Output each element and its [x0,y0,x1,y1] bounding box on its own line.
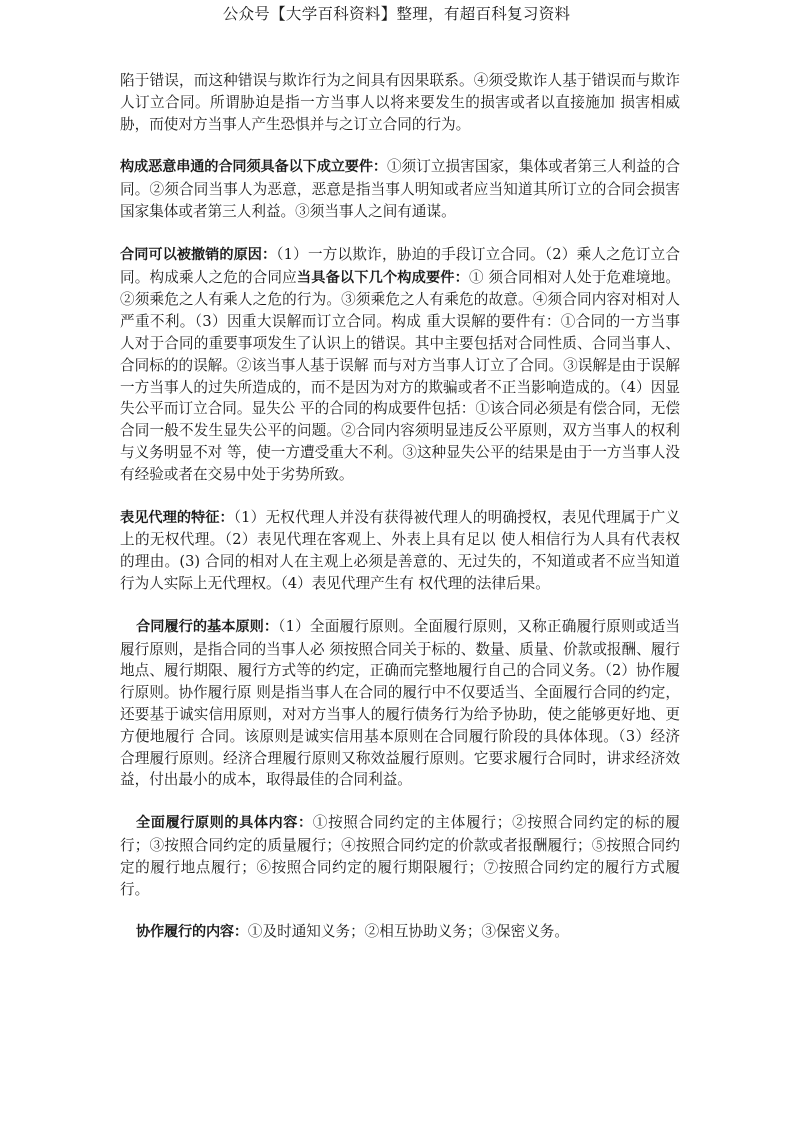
paragraph-full-performance [120,812,680,900]
paragraph-text: ①按照合同约定的主体履行；②按照合同约定的标的履行；③按照合同约定的质量履行；④按照合同约定的价款或者报酬履行；⑤按照合同约定的履行地点履行；⑥按照合同约定的履行期限履行；⑦按照合同约定的履行方式履行。 [120,814,680,898]
paragraph-apparent-agency [120,507,680,595]
paragraph-text: （1）一方以欺诈，胁迫的手段订立合同。（2）乘人之危订立合同。构成乘人之危的合同应 [120,245,680,286]
paragraph-text: ①及时通知义务；②相互协助义务；③保密义务。 [247,923,569,941]
section-heading: 构成恶意串通的合同须具备以下成立要件： [120,159,387,176]
section-heading: 合同可以被撤销的原因： [120,246,277,263]
inline-bold-text: 当具备以下几个构成要件： [296,269,469,286]
paragraph-text: ①须订立损害国家，集体或者第三人利益的合同。②须合同当事人为恶意，恶意是指当事人明知或者应当知道其所订立的合同会损害国家集体或者第三人利益。③须当事人之间有通谋。 [120,158,680,220]
paragraph-cooperative-performance [120,921,680,944]
section-heading: 合同履行的基本原则： [136,618,279,635]
paragraph-revocable-contract [120,244,680,486]
paragraph-text: （1）无权代理人并没有获得被代理人的明确授权，表见代理属于广义上的无权代理。（2）表见代理在客观上、外表上具有足以 使人相信行为人具有代表权的理由。(3) 合同的相对人在主观上必须是善意的、无过失的，不知道或者不应当知道行为人实际上无代理权。（4）表见代理产生有 权代理的法律后果。 [120,508,680,592]
paragraph-fraud-duress [120,70,680,135]
paragraph-text: ① 须合同相对人处于危难境地。②须乘危之人有乘人之危的行为。③须乘危之人有乘危的故意。④须合同内容对相对人严重不利。（3）因重大误解而订立合同。构成 重大误解的要件有：①合同的一方当事人对于合同的重要事项发生了认识上的错误。其中主要包括对合同性质、合同当事人、合同标的的误解。②该当事人基于误解 而与对方当事人订立了合同。③误解是由于误解一方当事人的过失所造成的，而不是因为对方的欺骗或者不正当影响造成的。（4）因显失公平而订立合同。显失公 平的合同的构成要件包括：①该合同必须是有偿合同，无偿合同一般不发生显失公平的问题。②合同内容须明显违反公平原则，双方当事人的权利与义务明显不对 等，使一方遭受重大不利。③这种显失公平的结果是由于一方当事人没有经验或者在交易中处于劣势所致。 [120,268,680,483]
paragraph-text: 陷于错误，而这种错误与欺诈行为之间具有因果联系。④须受欺诈人基于错误而与欺诈人订立合同。所谓胁迫是指一方当事人以将来要发生的损害或者以直接施加 损害相威胁，而使对方当事人产生恐惧并与之订立合同的行为。 [120,72,680,133]
paragraph-text: （1）全面履行原则。全面履行原则，又称正确履行原则或适当履行原则，是指合同的当事人必 须按照合同关于标的、数量、质量、价款或报酬、履行地点、履行期限、履行方式等的约定，正确而完整地履行自己的合同义务。（2）协作履行原则。协作履行原 则是指当事人在合同的履行中不仅要适当、全面履行合同的约定，还要基于诚实信用原则，对对方当事人的履行债务行为给予协助，使之能够更好地、更方便地履行 合同。该原则是诚实信用基本原则在合同履行阶段的具体体现。（3）经济合理履行原则。经济合理履行原则又称效益履行原则。它要求履行合同时，讲求经济效 益，付出最小的成本，取得最佳的合同利益。 [120,617,680,789]
paragraph-malicious-collusion [120,156,680,222]
paragraph-performance-principles [120,616,680,791]
page-header: 公众号【大学百科资料】整理，有超百科复习资料 [222,5,571,23]
document-body [120,70,680,944]
section-heading: 全面履行原则的具体内容： [136,815,313,832]
section-heading: 协作履行的内容： [136,924,248,941]
section-heading: 表见代理的特征： [120,509,234,526]
